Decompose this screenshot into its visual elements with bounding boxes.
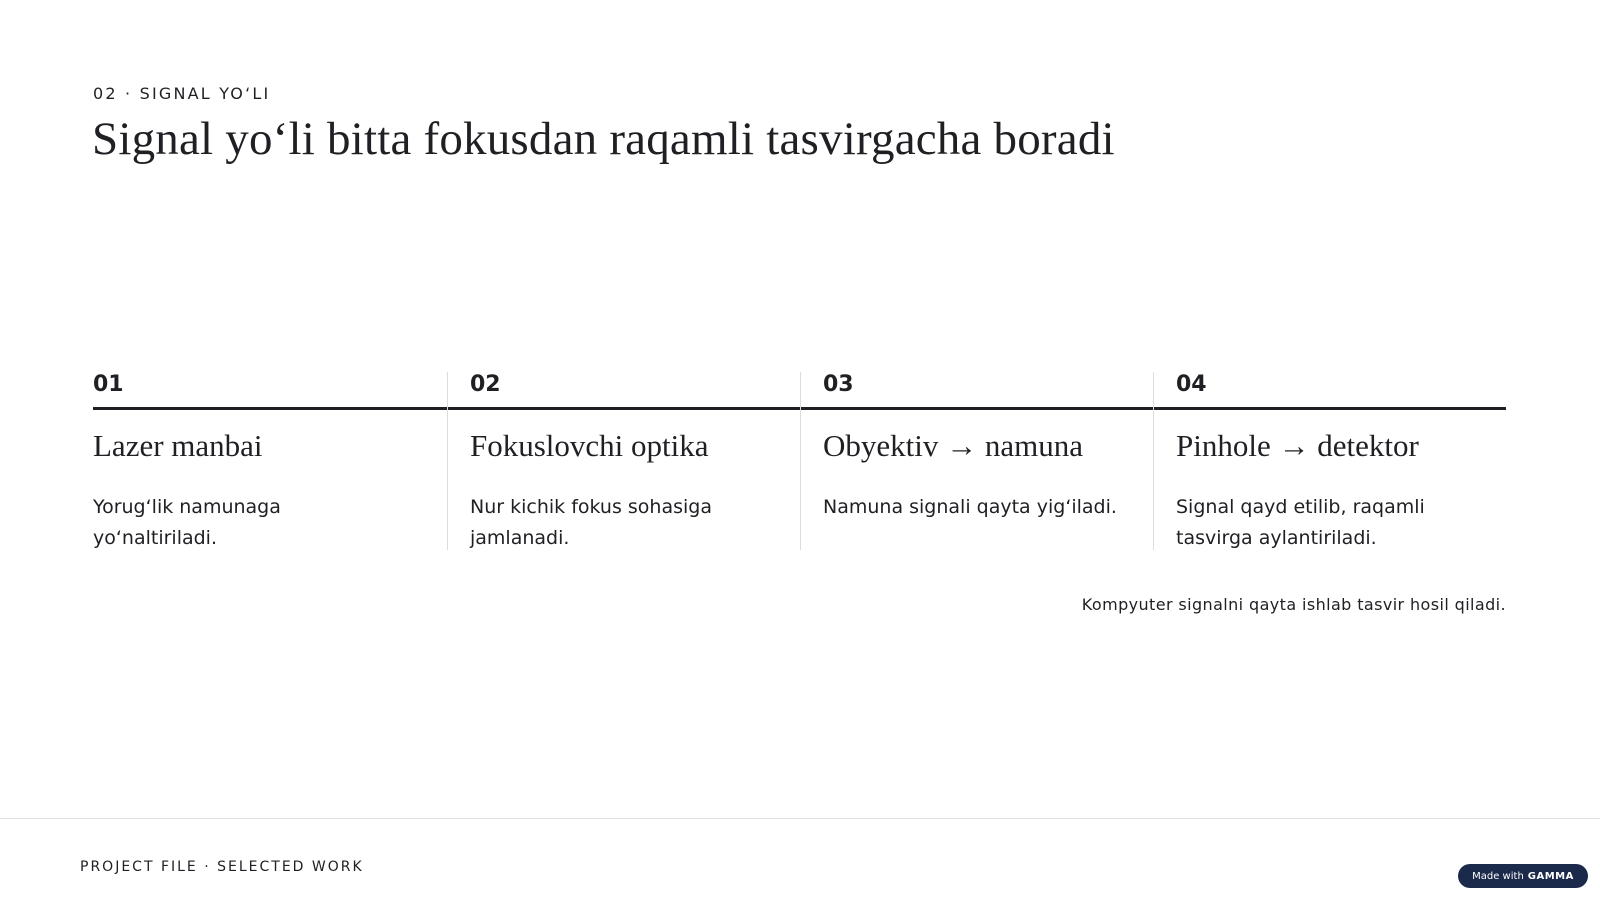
step-number: 01: [93, 372, 124, 397]
step-divider: [1153, 372, 1154, 550]
step-description: Signal qayd etilib, raqamli tasvirga aylantiriladi.: [1176, 496, 1425, 549]
step-number: 03: [823, 372, 854, 397]
step-number: 04: [1176, 372, 1207, 397]
page-title: Signal yo‘li bitta fokusdan raqamli tasvirgacha boradi: [92, 113, 1115, 165]
step-title: Pinhole → detektor: [1176, 428, 1419, 463]
step-title: Fokuslovchi optika: [470, 428, 709, 463]
step-description: Namuna signali qayta yig‘iladi.: [823, 496, 1117, 518]
gamma-logo-text: GAMMA: [1527, 870, 1574, 882]
step-4: [1176, 372, 1496, 550]
eyebrow: 02 · SIGNAL YO‘LI: [93, 84, 271, 103]
footer-label: PROJECT FILE · SELECTED WORK: [80, 859, 364, 875]
summary-note: Kompyuter signalni qayta ishlab tasvir hosil qiladi.: [1081, 595, 1506, 614]
step-3: [823, 372, 1143, 550]
step-divider: [800, 372, 801, 550]
signal-path-steps: [93, 372, 1506, 550]
step-divider: [447, 372, 448, 550]
step-number: 02: [470, 372, 501, 397]
step-description: Yorug‘lik namunaga yo‘naltiriladi.: [93, 496, 281, 549]
step-description: Nur kichik fokus sohasiga jamlanadi.: [470, 496, 712, 549]
badge-prefix: Made with: [1472, 870, 1524, 882]
step-1: [93, 372, 423, 550]
step-2: [470, 372, 790, 550]
made-with-gamma-badge[interactable]: [1458, 864, 1588, 888]
step-title: Lazer manbai: [93, 428, 263, 463]
footer-divider: [0, 818, 1600, 819]
step-title: Obyektiv → namuna: [823, 428, 1084, 463]
